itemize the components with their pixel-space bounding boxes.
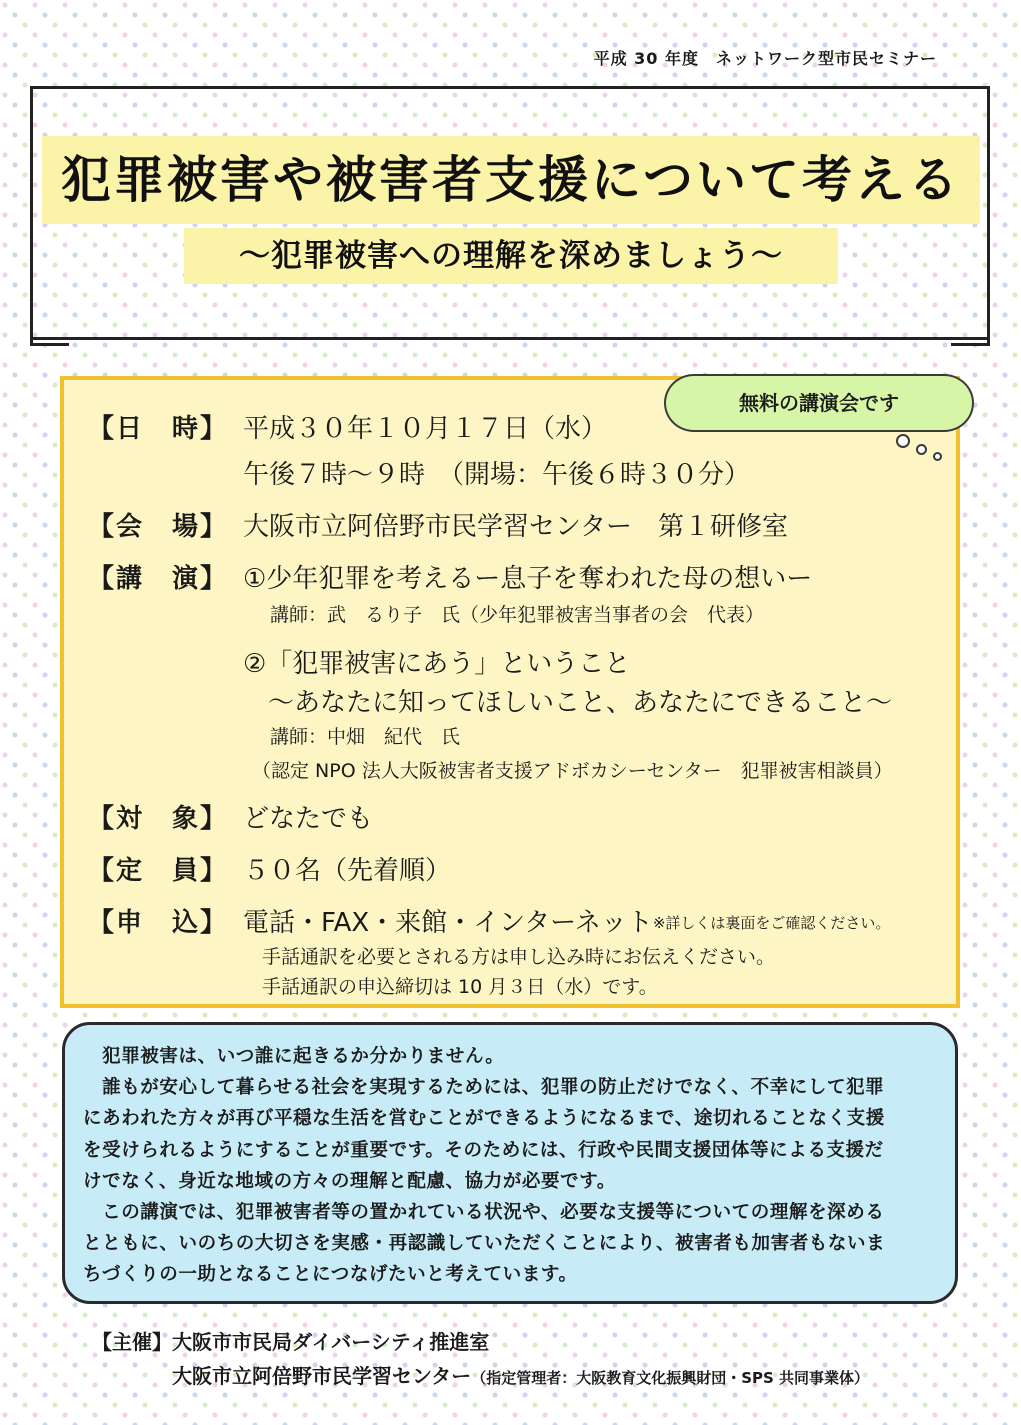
apply-label: 【申 込】 (88, 908, 229, 938)
badge-bubble-dot-small (933, 452, 942, 461)
lecture-row (88, 558, 812, 595)
capacity-row (88, 850, 451, 887)
date-value: 平成３０年１０月１７日（水） (243, 414, 608, 444)
sponsor-org-1: 大阪市市民局ダイバーシティ推進室 (172, 1330, 490, 1354)
lecture1-title: ①少年犯罪を考えるー息子を奪われた母の想いー (243, 564, 813, 594)
date-label: 【日 時】 (88, 414, 229, 444)
capacity-label: 【定 員】 (88, 856, 229, 886)
free-lecture-badge: 無料の講演会です (664, 374, 974, 432)
lecture2-affiliation: （認定 NPO 法人大阪被害者支援アドボカシーセンター 犯罪被害相談員） (252, 760, 893, 782)
target-label: 【対 象】 (88, 804, 229, 834)
target-row (88, 798, 373, 835)
sponsor-org-2: 大阪市立阿倍野市民学習センター (172, 1364, 472, 1388)
venue-row (88, 506, 788, 543)
main-title: 犯罪被害や被害者支援について考える (42, 136, 980, 224)
apply-row (88, 902, 890, 939)
apply-note: ※詳しくは裏面をご確認ください。 (652, 914, 891, 932)
lecture2-speaker: 講師：中畑 紀代 氏 (270, 726, 461, 748)
message-line: にあわれた方々が再び平穏な生活を営むことができるようになるまで、途切れることなく支援 (83, 1108, 885, 1130)
lecture1-speaker: 講師：武 るり子 氏（少年犯罪被害当事者の会 代表） (270, 604, 765, 626)
badge-bubble-dot-medium (916, 444, 927, 455)
message-line: を受けられるようにすることが重要です。そのためには、行政や民間支援団体等による支援だ (83, 1139, 884, 1161)
venue-value: 大阪市立阿倍野市民学習センター 第１研修室 (243, 512, 788, 542)
message-line: 犯罪被害は、いつ誰に起きるか分かりません。 (83, 1046, 505, 1067)
lecture2-subtitle: ～あなたに知ってほしいこと、あなたにできること～ (268, 688, 893, 718)
message-line: ちづくりの一助となることにつなげたいと考えています。 (83, 1264, 578, 1286)
message-line: けでなく、身近な地域の方々の理解と配慮、協力が必要です。 (83, 1170, 616, 1192)
apply-methods: 電話・FAX・来館・インターネット (243, 908, 653, 938)
lecture-label: 【講 演】 (88, 564, 229, 594)
date-row (88, 408, 607, 445)
lecture2-title: ②「犯罪被害にあう」ということ (243, 649, 631, 679)
subtitle: ～犯罪被害への理解を深めましょう～ (184, 228, 838, 284)
sponsor-org-2-note: （指定管理者：大阪教育文化振興財団・SPS 共同事業体） (471, 1369, 870, 1387)
badge-bubble-dot-large (896, 434, 910, 448)
message-line: 誰もが安心して暮らせる社会を実現するためには、犯罪の防止だけでなく、不幸にして犯罪 (83, 1077, 885, 1099)
header-org-line: 平成 30 年度 ネットワーク型市民セミナー (593, 49, 937, 68)
sponsor-label: 【主催】 (92, 1330, 172, 1354)
message-box (62, 1022, 958, 1304)
venue-label: 【会 場】 (88, 512, 229, 542)
message-line: この講演では、犯罪被害者等の置かれている状況や、必要な支援等についての理解を深める (83, 1202, 885, 1224)
time-value: 午後７時～９時 （開場：午後６時３０分） (243, 460, 751, 490)
sign-language-note-2: 手話通訳の申込締切は 10 月３日（水）です。 (262, 976, 658, 998)
sponsor-line-1 (92, 1326, 489, 1355)
message-line: とともに、いのちの大切さを実感・再認識していただくことにより、被害者も加害者もないま (83, 1233, 886, 1255)
sign-language-note-1: 手話通訳を必要とされる方は申し込み時にお伝えください。 (262, 946, 776, 968)
capacity-value: ５０名（先着順） (243, 856, 452, 886)
target-value: どなたでも (243, 804, 374, 834)
sponsor-line-2 (172, 1360, 869, 1389)
